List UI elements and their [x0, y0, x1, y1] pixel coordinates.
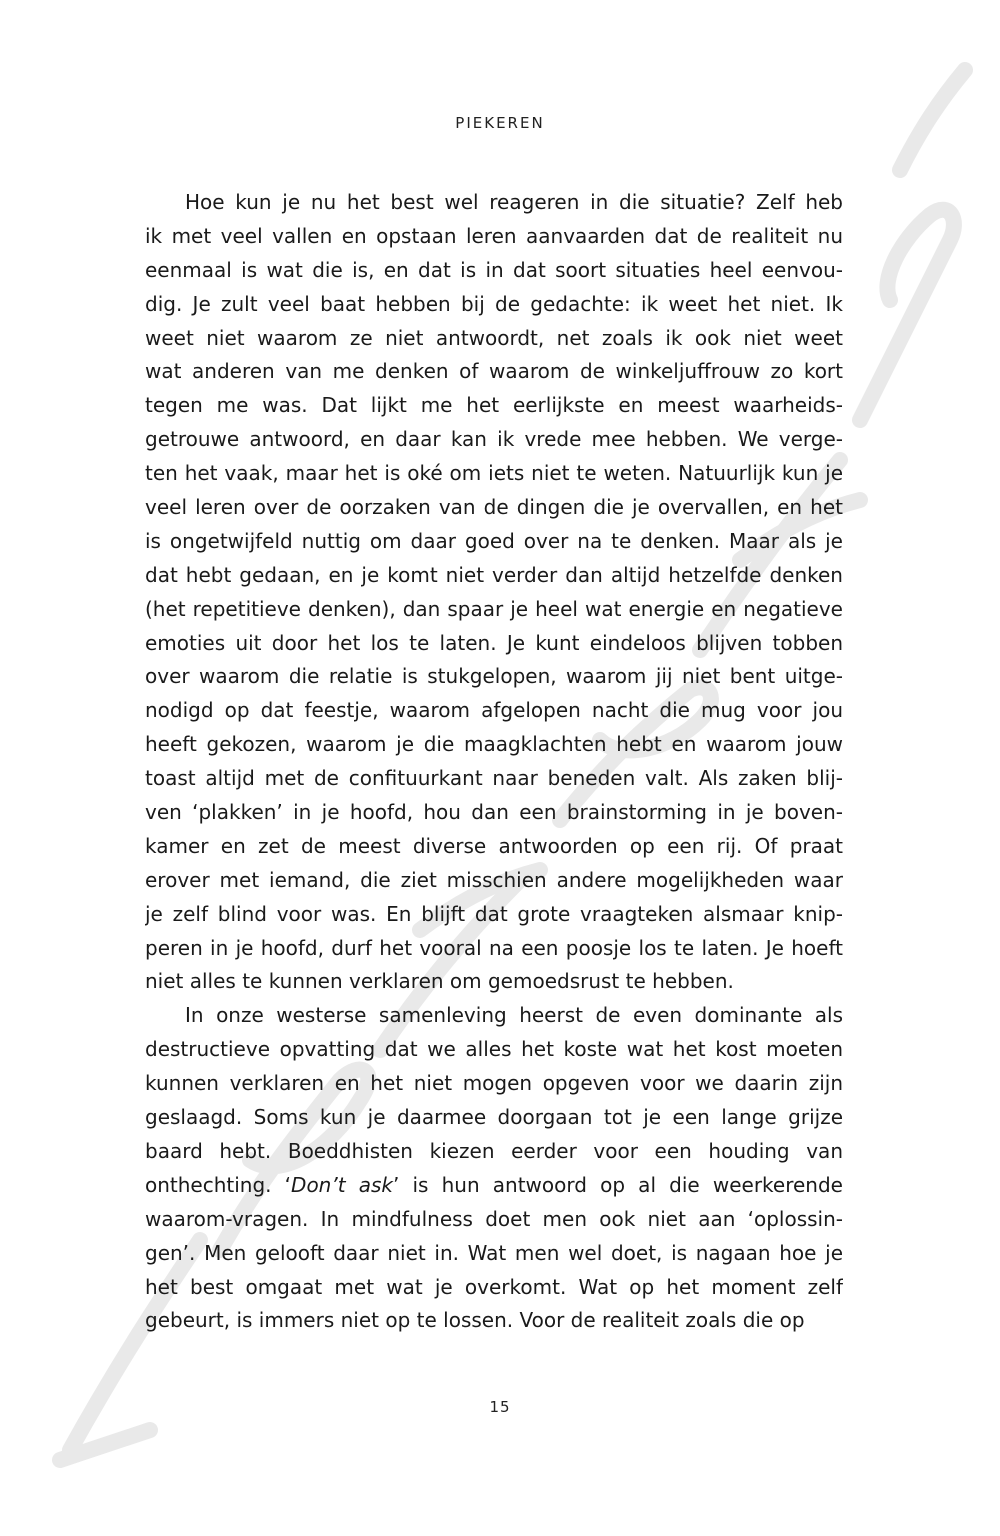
- text-line: weet niet waarom ze niet antwoordt, net zoals ik ook niet weet: [145, 325, 843, 350]
- text-line: Hoe kun je nu het best wel reageren in die situatie? Zelf heb: [185, 190, 843, 214]
- text-line: geslaagd. Soms kun je daarmee doorgaan tot je een lange grijze: [145, 1105, 843, 1130]
- text-line: dig. Je zult veel baat hebben bij de gedachte: ik weet het niet. Ik: [145, 291, 843, 316]
- text-line: tegen me was. Dat lijkt me het eerlijkste en meest waarheids-: [145, 393, 843, 418]
- text-line: waarom-vragen. In mindfulness doet men ook niet aan ‘oplossin-: [145, 1206, 843, 1231]
- text-line: getrouwe antwoord, en daar kan ik vrede mee hebben. We verge-: [145, 427, 843, 452]
- text-line: gebeurt, is immers niet op te lossen. Voor de realiteit zoals die op: [145, 1308, 805, 1333]
- text-line: ik met veel vallen en opstaan leren aanvaarden dat de realiteit nu: [145, 223, 843, 248]
- running-head: PIEKEREN: [455, 114, 545, 132]
- text-line: heeft gekozen, waarom je die maagklachten hebt en waarom jouw: [145, 732, 843, 757]
- text-line: ven ‘plakken’ in je hoofd, hou dan een brainstorming in je boven-: [145, 800, 843, 825]
- text-line: het best omgaat met wat je overkomt. Wat op het moment zelf: [145, 1274, 843, 1299]
- text-run: onthechting. ‘: [145, 1172, 292, 1197]
- text-line: emoties uit door het los te laten. Je kunt eindeloos blijven tobben: [145, 630, 843, 655]
- text-line: toast altijd met de confituurkant naar beneden valt. Als zaken blij-: [145, 766, 843, 791]
- text-line: dat hebt gedaan, en je komt niet verder dan altijd hetzelfde denken: [145, 562, 843, 587]
- text-line: kunnen verklaren en het niet mogen opgeven voor we daarin zijn: [145, 1071, 843, 1096]
- text-line: baard hebt. Boeddhisten kiezen eerder voor een houding van: [145, 1138, 843, 1163]
- text-line: erover met iemand, die ziet misschien andere mogelijkheden waar: [145, 867, 843, 892]
- text-line: je zelf blind voor was. En blijft dat grote vraagteken alsmaar knip-: [145, 901, 843, 926]
- text-line: peren in je hoofd, durf het vooral na een poosje los te laten. Je hoeft: [145, 935, 843, 960]
- text-run: ’ is hun antwoord op al die weerkerende: [392, 1172, 843, 1197]
- italic-phrase: Don’t ask: [291, 1172, 393, 1197]
- text-line: destructieve opvatting dat we alles het koste wat het kost moeten: [145, 1037, 843, 1062]
- text-line: is ongetwijfeld nuttig om daar goed over na te denken. Maar als je: [145, 528, 843, 553]
- text-line: In onze westerse samenleving heerst de even dominante als: [185, 1003, 843, 1028]
- text-line: veel leren over de oorzaken van de dingen die je overvallen, en het: [145, 495, 843, 520]
- text-line: over waarom die relatie is stukgelopen, waarom jij niet bent uitge-: [145, 664, 843, 689]
- text-line: eenmaal is wat die is, en dat is in dat soort situaties heel eenvou-: [145, 257, 843, 282]
- text-line: [145, 1169, 843, 1203]
- text-line: ten het vaak, maar het is oké om iets niet te weten. Natuurlijk kun je: [145, 461, 843, 486]
- text-line: kamer en zet de meest diverse antwoorden op een rij. Of praat: [145, 833, 843, 858]
- text-line: wat anderen van me denken of waarom de winkeljuffrouw zo kort: [145, 359, 843, 384]
- page-number: 15: [489, 1398, 511, 1416]
- text-line: nodigd op dat feestje, waarom afgelopen nacht die mug voor jou: [145, 698, 843, 723]
- text-line: gen’. Men gelooft daar niet in. Wat men wel doet, is nagaan hoe je: [145, 1240, 843, 1265]
- text-line: niet alles te kunnen verklaren om gemoedsrust te hebben.: [145, 969, 734, 994]
- body-text: [145, 186, 843, 1338]
- text-line: (het repetitieve denken), dan spaar je heel wat energie en negatieve: [145, 596, 843, 621]
